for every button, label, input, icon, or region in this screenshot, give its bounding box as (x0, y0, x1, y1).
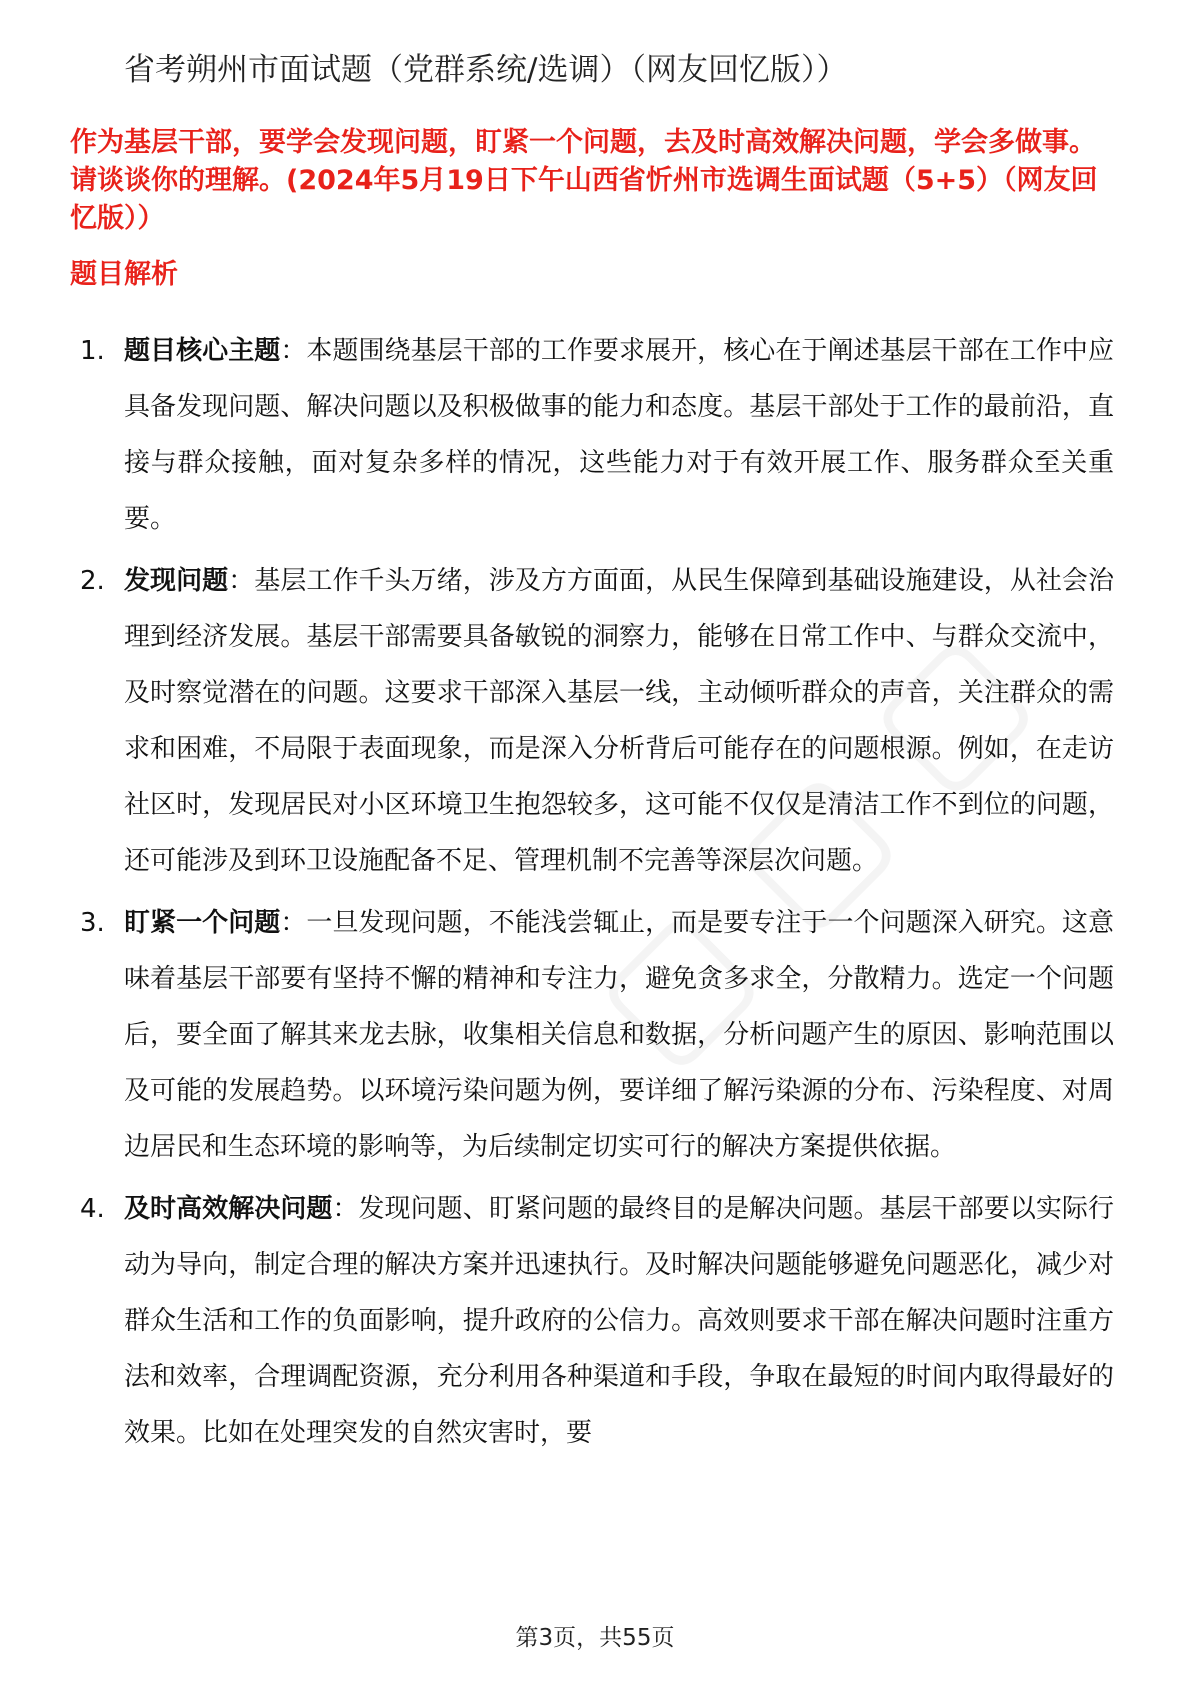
list-item-separator: ： (280, 336, 307, 366)
list-item-text: 基层工作千头万绪，涉及方方面面，从民生保障到基础设施建设，从社会治理到经济发展。基层干部需要具备敏锐的洞察力，能够在日常工作中、与群众交流中，及时察觉潜在的问题。这要求干部深入基层一线，主动倾听群众的声音，关注群众的需求和困难，不局限于表面现象，而是深入分析背后可能存在的问题根源。例如，在走访社区时，发现居民对小区环境卫生抱怨较多，这可能不仅仅是清洁工作不到位的问题，还可能涉及到环卫设施配备不足、管理机制不完善等深层次问题。 (124, 566, 1114, 876)
list-item-text: 发现问题、盯紧问题的最终目的是解决问题。基层干部要以实际行动为导向，制定合理的解决方案并迅速执行。及时解决问题能够避免问题恶化，减少对群众生活和工作的负面影响，提升政府的公信力。高效则要求干部在解决问题时注重方法和效率，合理调配资源，充分利用各种渠道和手段，争取在最短的时间内取得最好的效果。比如在处理突发的自然灾害时，要 (124, 1194, 1114, 1448)
analysis-list (80, 323, 1114, 1467)
list-item-body (124, 553, 1114, 889)
list-item (80, 553, 1114, 889)
section-heading: 题目解析 (70, 259, 178, 290)
list-item (80, 1181, 1114, 1461)
list-item-number: 3. (80, 908, 105, 938)
list-item-text: 一旦发现问题，不能浅尝辄止，而是要专注于一个问题深入研究。这意味着基层干部要有坚持不懈的精神和专注力，避免贪多求全，分散精力。选定一个问题后，要全面了解其来龙去脉，收集相关信息和数据，分析问题产生的原因、影响范围以及可能的发展趋势。以环境污染问题为例，要详细了解污染源的分布、污染程度、对周边居民和生态环境的影响等，为后续制定切实可行的解决方案提供依据。 (124, 908, 1114, 1162)
list-item-text: 本题围绕基层干部的工作要求展开，核心在于阐述基层干部在工作中应具备发现问题、解决问题以及积极做事的能力和态度。基层干部处于工作的最前沿，直接与群众接触，面对复杂多样的情况，这些能力对于有效开展工作、服务群众至关重要。 (124, 336, 1114, 534)
list-item-separator: ： (228, 566, 255, 596)
list-item-separator: ： (332, 1194, 359, 1224)
list-item-term: 及时高效解决问题 (124, 1194, 333, 1224)
list-item-term: 发现问题 (124, 566, 229, 596)
list-item-number: 2. (80, 566, 105, 596)
document-title: 省考朔州市面试题（党群系统/选调）（网友回忆版）） (124, 52, 848, 88)
list-item-body (124, 323, 1114, 547)
list-item-number: 1. (80, 336, 105, 366)
list-item-body (124, 1181, 1114, 1461)
list-item-body (124, 895, 1114, 1175)
list-item (80, 323, 1114, 547)
list-item-term: 题目核心主题 (124, 336, 281, 366)
page-number-footer: 第3页，共55页 (515, 1625, 675, 1651)
list-item-number: 4. (80, 1194, 105, 1224)
list-item-term: 盯紧一个问题 (124, 908, 281, 938)
interview-question: 作为基层干部，要学会发现问题，盯紧一个问题，去及时高效解决问题，学会多做事。请谈谈你的理解。(2024年5月19日下午山西省忻州市选调生面试题（5+5）（网友回忆版）） (70, 127, 1098, 234)
list-item (80, 895, 1114, 1175)
list-item-separator: ： (280, 908, 307, 938)
